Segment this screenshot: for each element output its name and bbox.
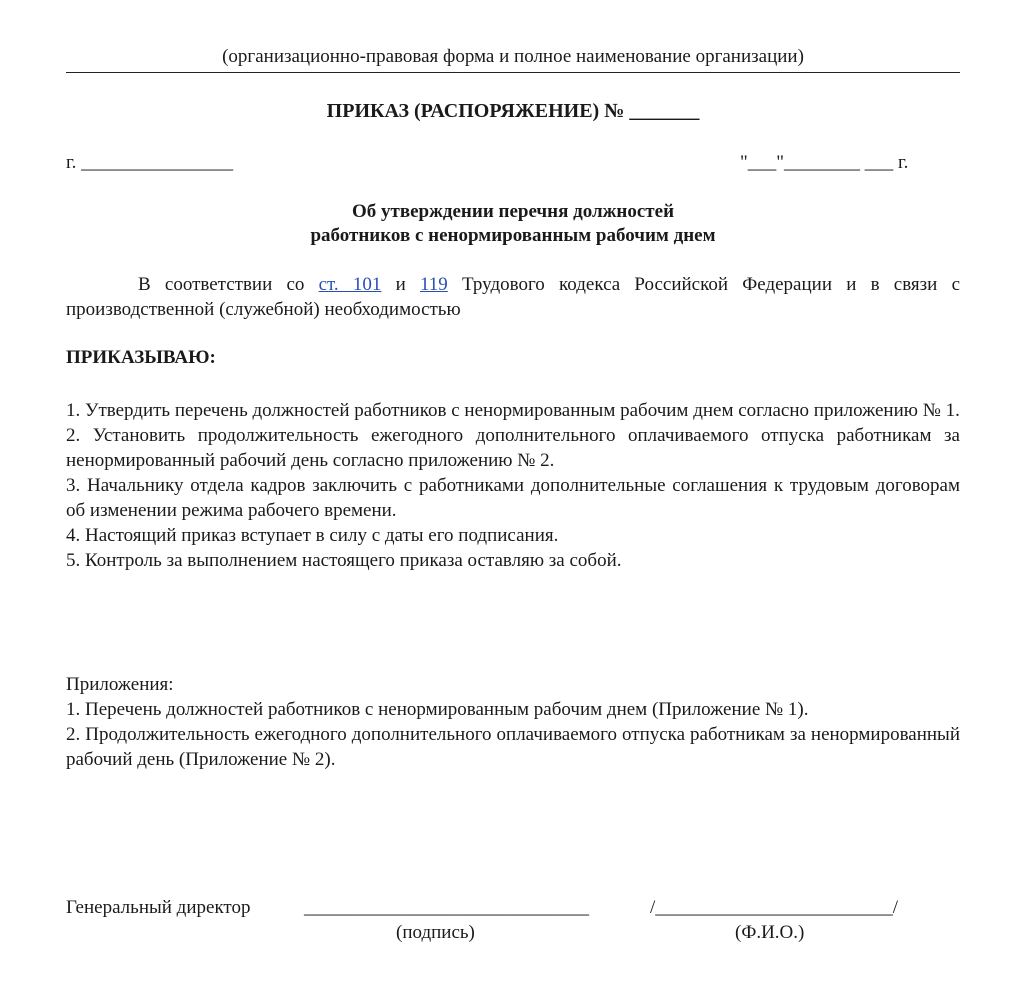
law-article-119-link[interactable]: 119 [420, 274, 448, 295]
signature-caption: (подпись) [396, 922, 475, 943]
attachments-heading: Приложения: [66, 674, 174, 695]
basis-prefix: В соответствии со [138, 274, 319, 295]
basis-paragraph [66, 272, 960, 322]
subject-line-1: Об утверждении перечня должностей [351, 201, 675, 222]
order-items [66, 398, 960, 573]
subject-line-2: работников с ненормированным рабочим днем [310, 225, 716, 246]
order-item: 4. Настоящий приказ вступает в силу с даты его подписания. [66, 525, 559, 546]
order-title: ПРИКАЗ (РАСПОРЯЖЕНИЕ) № _______ [326, 100, 700, 122]
order-item: 2. Установить продолжительность ежегодного дополнительного оплачиваемого отпуска работникам за ненормированный рабочий день согласно приложению № 2. [66, 425, 960, 471]
org-divider [66, 72, 960, 73]
org-caption: (организационно-правовая форма и полное наименование организации) [222, 46, 804, 67]
basis-middle: и [381, 274, 421, 295]
order-item: 5. Контроль за выполнением настоящего приказа оставляю за собой. [66, 550, 622, 571]
attachments-section [66, 672, 960, 772]
order-item: 3. Начальнику отдела кадров заключить с работниками дополнительные соглашения к трудовым договорам об изменении режима рабочего времени. [66, 475, 960, 521]
order-item: 1. Утвердить перечень должностей работников с ненормированным рабочим днем согласно приложению № 1. [66, 400, 960, 421]
law-article-101-link[interactable]: ст. 101 [318, 274, 382, 295]
name-caption: (Ф.И.О.) [735, 922, 805, 943]
city-field: г. ________________ [66, 152, 234, 173]
attachment-item: 1. Перечень должностей работников с ненормированным рабочим днем (Приложение № 1). [66, 699, 809, 720]
signatory-title: Генеральный директор [66, 897, 251, 918]
name-line: /_________________________/ [650, 897, 899, 918]
date-field: "___"________ ___ г. [740, 152, 909, 173]
signature-line: ______________________________ [304, 897, 589, 918]
basis-suffix: Трудового кодекса Российской Федерации и в связи с производственной (служебной) необходимостью [66, 274, 960, 320]
order-subject [66, 200, 960, 248]
attachment-item: 2. Продолжительность ежегодного дополнительного оплачиваемого отпуска работникам за ненормированный рабочий день (Приложение № 2). [66, 724, 960, 770]
order-word: ПРИКАЗЫВАЮ: [66, 347, 216, 368]
